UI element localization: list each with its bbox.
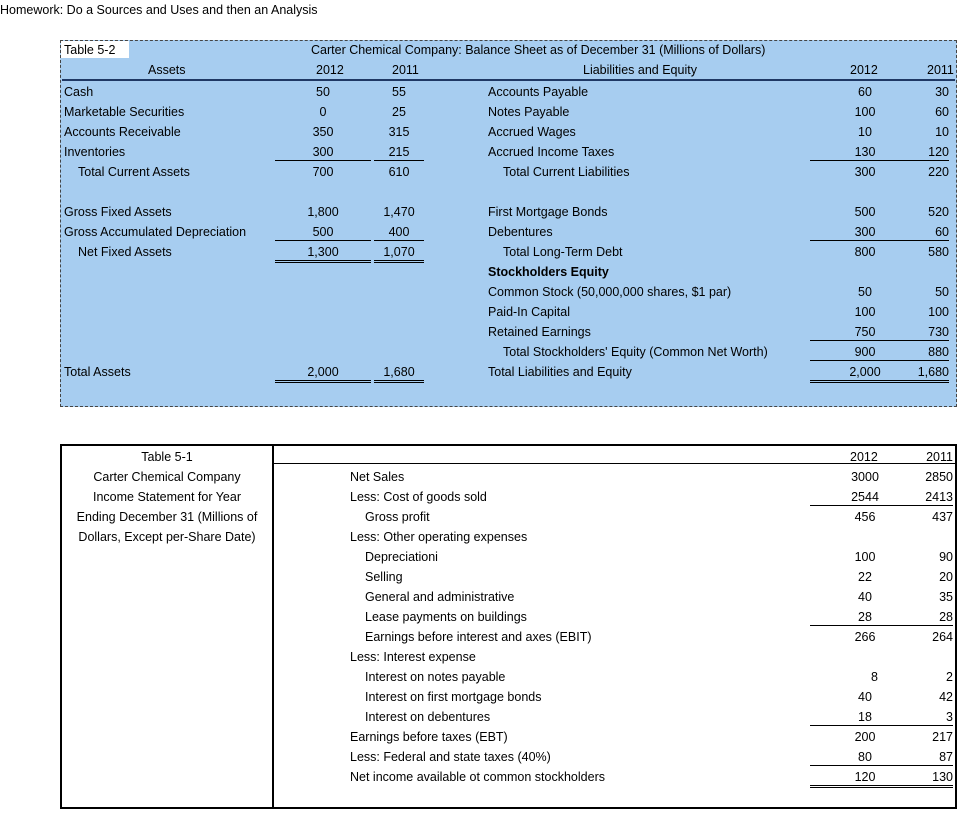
is-value-2012: 2544: [810, 489, 920, 506]
is-label: Earnings before taxes (EBT): [350, 730, 508, 744]
liab-value-2011: 100: [928, 305, 949, 319]
liab-value-2012: 100: [854, 305, 876, 319]
is-value-2012: 28: [810, 609, 920, 626]
liab-label: Paid-In Capital: [488, 305, 570, 319]
asset-value-2012: 50: [316, 85, 330, 99]
liab-header: Liabilities and Equity: [583, 63, 697, 77]
liab-label: Total Stockholders' Equity (Common Net Worth): [503, 345, 768, 359]
asset-label: Cash: [64, 85, 94, 99]
is-value-2011: 20: [939, 570, 953, 584]
liab-value-2011: 520: [928, 205, 949, 219]
is-value-2012: 40: [858, 590, 872, 604]
asset-value-2012: 1,800: [307, 205, 339, 219]
is-label: Earnings before interest and axes (EBIT): [365, 630, 592, 644]
liab-value-2012: 60: [858, 85, 872, 99]
is-value-2012: 3000: [851, 470, 879, 484]
is-value-2011: 2413: [905, 489, 953, 506]
is-label: Net income available ot common stockholders: [350, 770, 605, 784]
is-value-2011: 28: [905, 609, 953, 626]
liab-label: Notes Payable: [488, 105, 570, 119]
is-value-2012: 40: [858, 690, 872, 704]
liab-label: Debentures: [488, 225, 553, 239]
asset-label: Gross Fixed Assets: [64, 205, 172, 219]
asset-value-2011: 1,470: [383, 205, 415, 219]
is-label: Lease payments on buildings: [365, 610, 527, 624]
header-rule: [62, 79, 955, 81]
asset-value-2012: 300: [275, 144, 371, 161]
is-label: Depreciationi: [365, 550, 438, 564]
asset-label: Marketable Securities: [64, 105, 185, 119]
is-value-2011: 35: [939, 590, 953, 604]
asset-label: Total Assets: [64, 365, 131, 379]
asset-value-2012: 350: [312, 125, 334, 139]
liab-value-2012: 900: [810, 344, 920, 361]
asset-value-2011: 610: [388, 165, 410, 179]
liab-section-label: Stockholders Equity: [488, 265, 609, 279]
is-label: Interest on first mortgage bonds: [365, 690, 542, 704]
income-statement-divider: [272, 444, 274, 809]
is-value-2011: 90: [939, 550, 953, 564]
assets-year-2011-header: 2011: [392, 63, 419, 77]
is-value-2012: 200: [854, 730, 876, 744]
liab-label: Accrued Wages: [488, 125, 576, 139]
is-label: Less: Federal and state taxes (40%): [350, 750, 551, 764]
liab-value-2012: 10: [858, 125, 872, 139]
income-desc-line: Ending December 31 (Millions of: [76, 510, 258, 524]
is-value-2011: 3: [905, 709, 953, 726]
is-value-2012: 456: [854, 510, 876, 524]
is-year-2012-header: 2012: [850, 450, 878, 464]
liab-value-2012: 800: [854, 245, 876, 259]
asset-label: Inventories: [64, 145, 126, 159]
asset-value-2012: 0: [319, 105, 327, 119]
is-value-2011: 2: [946, 670, 953, 684]
liab-value-2011: 730: [905, 324, 949, 341]
is-label: Less: Other operating expenses: [350, 530, 528, 544]
asset-label: Accounts Receivable: [64, 125, 181, 139]
liab-label: Total Current Liabilities: [503, 165, 630, 179]
asset-value-2011: 215: [374, 144, 424, 161]
asset-value-2012: 2,000: [275, 364, 371, 383]
liab-value-2011: 50: [935, 285, 949, 299]
liab-year-2011-header: 2011: [927, 63, 954, 77]
liab-value-2012: 50: [858, 285, 872, 299]
is-value-2012: 18: [810, 709, 920, 726]
asset-value-2012: 500: [275, 224, 371, 241]
income-desc-line: Income Statement for Year: [92, 490, 241, 504]
liab-value-2011: 580: [928, 245, 949, 259]
liab-value-2011: 30: [935, 85, 949, 99]
liab-value-2011: 10: [935, 125, 949, 139]
liab-label: Common Stock (50,000,000 shares, $1 par): [488, 285, 732, 299]
asset-value-2012: 700: [312, 165, 334, 179]
is-label: Less: Cost of goods sold: [350, 490, 487, 504]
is-year-2011-header: 2011: [926, 450, 953, 464]
is-value-2011: 2850: [925, 470, 953, 484]
liab-label: Accounts Payable: [488, 85, 589, 99]
liab-value-2012: 130: [810, 144, 920, 161]
balance-sheet-table-label: Table 5-2: [64, 43, 116, 57]
is-value-2011: 217: [932, 730, 953, 744]
asset-value-2011: 1,680: [374, 364, 424, 383]
liab-value-2012: 2,000: [810, 364, 920, 383]
is-value-2011: 42: [939, 690, 953, 704]
asset-label: Net Fixed Assets: [78, 245, 172, 259]
liab-value-2011: 60: [935, 105, 949, 119]
liab-value-2011: 120: [905, 144, 949, 161]
liab-label: Accrued Income Taxes: [488, 145, 615, 159]
assets-header: Assets: [148, 63, 186, 77]
income-desc-line: Dollars, Except per-Share Date): [78, 530, 256, 544]
asset-value-2011: 400: [374, 224, 424, 241]
is-value-2012: 100: [854, 550, 876, 564]
is-label: Selling: [365, 570, 403, 584]
is-label: Net Sales: [350, 470, 405, 484]
is-value-2012: 22: [858, 570, 872, 584]
page-title: Homework: Do a Sources and Uses and then an Analysis: [0, 3, 318, 17]
liab-value-2012: 750: [810, 324, 920, 341]
liab-value-2011: 60: [905, 224, 949, 241]
is-label: General and administrative: [365, 590, 515, 604]
is-value-2012: 266: [854, 630, 876, 644]
income-desc-line: Table 5-1: [141, 450, 193, 464]
is-value-2011: 264: [932, 630, 953, 644]
is-value-2012: 120: [810, 769, 920, 788]
liab-value-2012: 100: [854, 105, 876, 119]
asset-value-2012: 1,300: [275, 244, 371, 263]
liab-value-2012: 300: [810, 224, 920, 241]
balance-sheet-title: Carter Chemical Company: Balance Sheet as of December 31 (Millions of Dollars): [311, 43, 766, 57]
liab-value-2012: 300: [854, 165, 876, 179]
is-label: Interest on debentures: [365, 710, 491, 724]
liab-year-2012-header: 2012: [850, 63, 878, 77]
liab-label: Retained Earnings: [488, 325, 591, 339]
liab-label: Total Liabilities and Equity: [488, 365, 632, 379]
asset-value-2011: 1,070: [374, 244, 424, 263]
asset-value-2011: 25: [392, 105, 406, 119]
asset-value-2011: 315: [388, 125, 410, 139]
is-label: Gross profit: [365, 510, 430, 524]
is-label: Interest on notes payable: [365, 670, 506, 684]
liab-label: First Mortgage Bonds: [488, 205, 608, 219]
liab-value-2011: 880: [905, 344, 949, 361]
is-label: Less: Interest expense: [350, 650, 476, 664]
income-desc-line: Carter Chemical Company: [93, 470, 241, 484]
asset-label: Total Current Assets: [78, 165, 190, 179]
asset-value-2011: 55: [392, 85, 406, 99]
is-value-2011: 87: [905, 749, 953, 766]
liab-value-2012: 500: [854, 205, 876, 219]
is-value-2012: 80: [810, 749, 920, 766]
is-value-2012: 8: [871, 670, 878, 684]
liab-value-2011: 220: [928, 165, 949, 179]
liab-value-2011: 1,680: [905, 364, 949, 383]
assets-year-2012-header: 2012: [316, 63, 344, 77]
is-value-2011: 130: [905, 769, 953, 788]
is-value-2011: 437: [932, 510, 953, 524]
asset-label: Gross Accumulated Depreciation: [64, 225, 247, 239]
liab-label: Total Long-Term Debt: [503, 245, 623, 259]
